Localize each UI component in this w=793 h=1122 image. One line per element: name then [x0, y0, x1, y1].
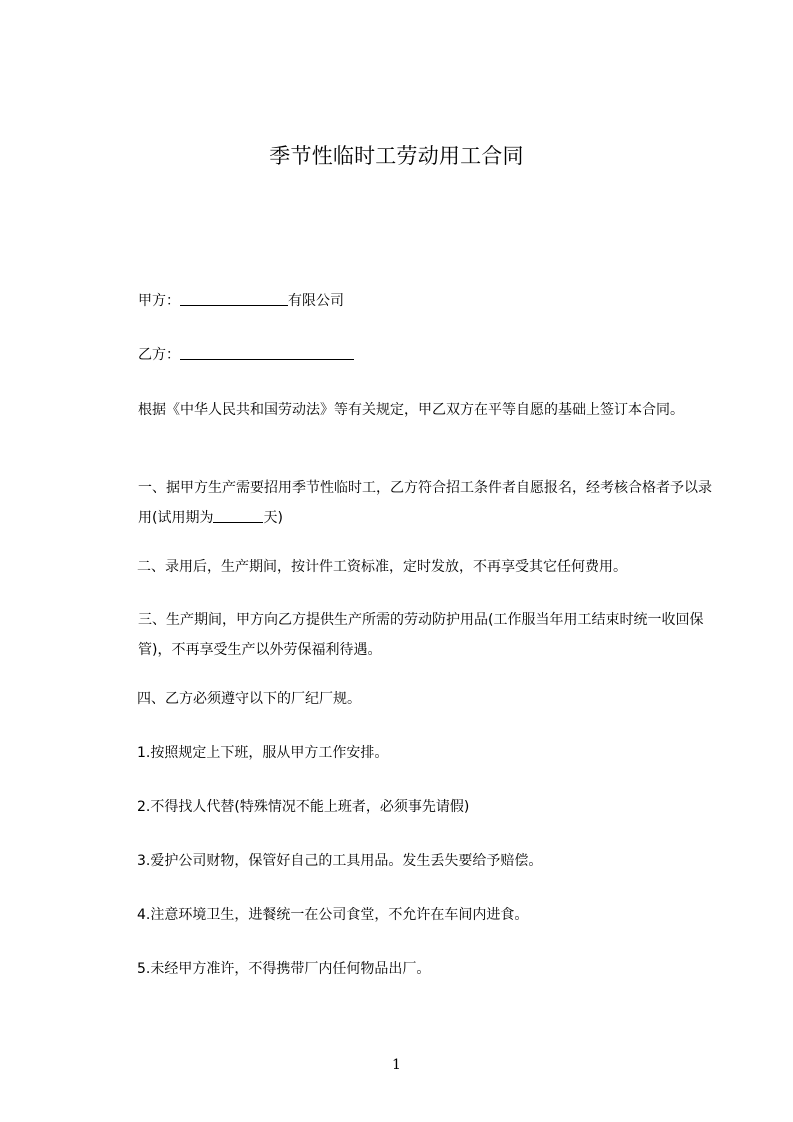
clause-3 [94, 605, 716, 665]
rule-item: 4.注意环境卫生，进餐统一在公司食堂，不允许在车间内进食。 [137, 907, 529, 923]
party-a-label: 甲方： [138, 293, 180, 309]
party-b-blank [180, 345, 354, 360]
clause-1-tail: 天) [263, 510, 283, 526]
clause-3-text: 三、生产期间，甲方向乙方提供生产所需的劳动防护用品(工作服当年用工结束时统一收回保管)，不再享受生产以外劳保福利待遇。 [138, 612, 704, 658]
rule-item: 1.按照规定上下班，服从甲方工作安排。 [137, 745, 389, 761]
rule-item: 3.爱护公司财物，保管好自己的工具用品。发生丢失要给予赔偿。 [137, 853, 543, 869]
trial-period-blank [213, 508, 263, 523]
document-title: 季节性临时工劳动用工合同 [269, 144, 524, 168]
clause-1-body: 一、据甲方生产需要招用季节性临时工，乙方符合招工条件者自愿报名，经考核合格者予以录用(试用期为 [138, 480, 712, 526]
intro-text: 根据《中华人民共和国劳动法》等有关规定，甲乙双方在平等自愿的基础上签订本合同。 [138, 402, 684, 418]
clause-1 [94, 473, 716, 533]
party-a-blank [180, 291, 288, 306]
party-b-line [138, 345, 354, 365]
rule-item: 5.未经甲方准许，不得携带厂内任何物品出厂。 [137, 961, 431, 977]
page-number: 1 [392, 1057, 401, 1073]
party-a-suffix: 有限公司 [288, 293, 344, 309]
rule-item: 2.不得找人代替(特殊情况不能上班者，必须事先请假) [137, 799, 470, 815]
clause-1-text [94, 473, 716, 533]
clause-4: 四、乙方必须遵守以下的厂纪厂规。 [137, 691, 361, 707]
clause-2: 二、录用后，生产期间，按计件工资标准，定时发放，不再享受其它任何费用。 [137, 559, 627, 575]
intro-paragraph [94, 395, 716, 425]
party-b-label: 乙方： [138, 347, 180, 363]
party-a-line [138, 291, 344, 311]
